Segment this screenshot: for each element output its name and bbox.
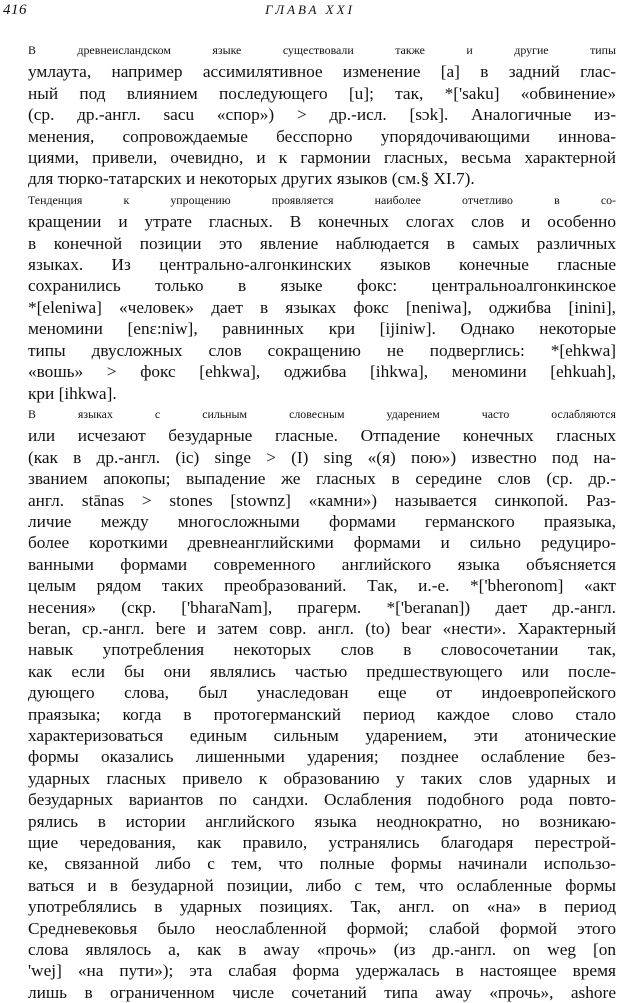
text-line: В древнеисландском языке существовали также и другие типы [28, 43, 616, 57]
text-line: «вошь» > фокс [ehkwa], оджибва [ihkwa], меномини [ehkuah], [28, 362, 616, 382]
text-line: менения, сопровождаемые бесспорно упорядочивающими иннова- [28, 126, 616, 146]
text-line: *[eleniwa] «человек» дает в языках фокс [neniwa], оджибва [inini], [28, 297, 616, 317]
text-line: сохранились только в языке фокс: центральноалгонкинское [28, 276, 616, 296]
text-line: кри [ihkwa]. [28, 383, 117, 403]
text-line: безударных вариантов по сандхи. Ослабления подобного рода повто- [28, 790, 616, 810]
text-line: ке, связанной либо с тем, что полные формы начинали использо- [28, 854, 616, 874]
text-line: (ср. др.-англ. sacu «спор») > др.-исл. [sɔk]. Аналогичные из- [28, 105, 616, 125]
text-line: типы двусложных слов сокращению не подверглись: *[ehkwa] [28, 340, 616, 360]
text-line: праязыка; когда в протогерманский период каждое слово стало [28, 704, 616, 724]
text-line: ударных гласных привело к образованию у таких слов ударных и [28, 768, 616, 788]
text-line: рялись в истории английского языка неоднократно, но возникаю- [28, 811, 616, 831]
running-title: ГЛАВА XXI [265, 2, 355, 17]
text-line: употреблялись в ударных позициях. Так, англ. on «на» в период [28, 897, 616, 917]
text-line: как если бы они являлись частью предшествующего или после- [28, 661, 616, 681]
text-line: кращении и утрате гласных. В конечных слогах слов и особенно [28, 212, 616, 232]
text-line: личие между многосложными формами германского праязыка, [28, 511, 616, 531]
text-line: (как в др.-англ. (ic) singe > (I) sing «(я) пою») известно под на- [28, 447, 616, 467]
text-line: ваться и в безударной позиции, либо с тем, что ослабленные формы [28, 875, 616, 895]
text-line: Тенденция к упрощению проявляется наиболее отчетливо в со- [28, 192, 616, 207]
text-line: В языках с сильным словесным ударением часто ослабляются [28, 406, 616, 421]
text-line: англ. stānas > stones [stownz] «камни») называется синкопой. Раз- [28, 490, 616, 510]
text-line: циями, привели, очевидно, и к гармонии гласных, весьма характерной [28, 148, 616, 168]
text-line: меномини [enɛ:niw], равнинных кри [ijiniw]. Однако некоторые [28, 319, 616, 339]
text-line: формы оказались лишенными ударения; позднее ослабление без- [28, 747, 616, 767]
text-line: званием апокопы; выпадение же гласных в середине слов (ср. др.- [28, 469, 616, 489]
text-line: для тюрко-татарских и некоторых других языков (см.§ XI.7). [28, 169, 475, 189]
body-text [4, 40, 616, 1003]
text-line: beran, ср.-англ. bere и затем совр. англ. (to) bear «нести». Характерный [28, 618, 616, 638]
text-line: языках. Из центрально-алгонкинских языков конечные гласные [28, 255, 616, 275]
page-header [0, 2, 620, 24]
text-line: характеризоваться единым сильным ударением, эти атонические [28, 726, 616, 745]
text-line: лишь в ограниченном числе сочетаний типа away «прочь», ashore [28, 982, 616, 1002]
text-line: щие чередования, как правило, устранялись благодаря перестрой- [28, 833, 616, 853]
text-line: ванными формами современного английского языка объясняется [28, 554, 616, 574]
paragraph-vowel-reduction [4, 190, 616, 404]
text-line: целым рядом таких преобразований. Так, и.-е. *['bheronom] «акт [28, 576, 616, 596]
text-line: более короткими древнеанглийскими формами и сильно редуциро- [28, 533, 616, 553]
text-line: ный под влиянием последующего [u]; так, *['saku] «обвинение» [28, 83, 616, 103]
text-line: навык употребления некоторых слов в словосочетании так, [28, 640, 616, 660]
text-line: в конечной позиции это явление наблюдается в самых различных [28, 233, 616, 253]
text-line: Средневековья было неослабленной формой; слабой формой этого [28, 918, 616, 938]
text-line: несения» (скр. ['bharaNam], прагерм. *['beranan]) дает др.-англ. [28, 597, 616, 617]
text-line: умлаута, например ассимилятивное изменение [a] в задний глас- [28, 62, 616, 82]
text-line: слова являлось a, как в away «прочь» (из др.-англ. on weg [on [28, 940, 616, 960]
text-line: дующего слова, был унаследован еще от индоевропейского [28, 683, 616, 703]
text-line: 'wej] «на пути»); эта слабая форма удержалась в настоящее время [28, 961, 616, 981]
page-number: 416 [3, 2, 27, 18]
paragraph-umlaut [4, 40, 616, 190]
paragraph-stress-weakening [4, 404, 616, 1003]
text-line: или исчезают безударные гласные. Отпадение конечных гласных [28, 426, 616, 446]
